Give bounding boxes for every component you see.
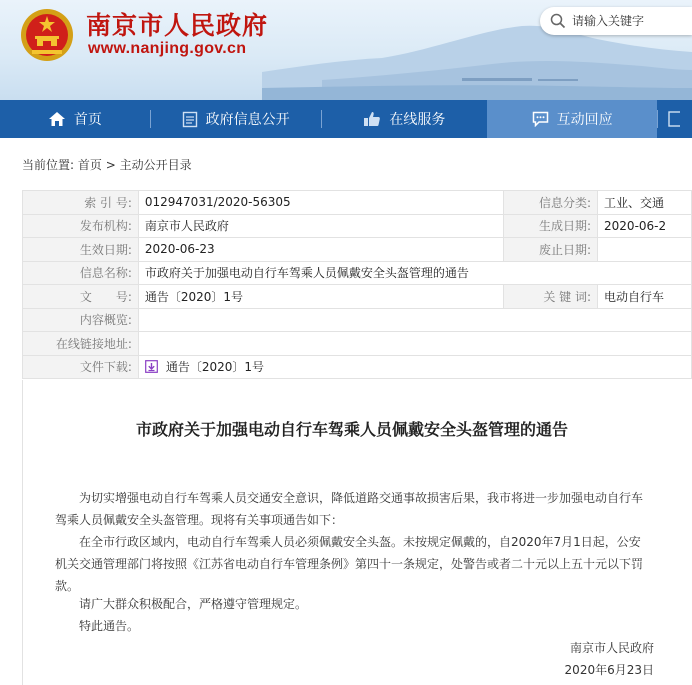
category-label: 信息分类: [504,191,598,215]
nav-label: 首页 [73,112,102,128]
article-paragraph: 请广大群众积极配合，严格遵守管理规定。 [79,597,308,611]
doc-number-label: 文 号: [23,285,139,309]
search-box[interactable] [540,7,692,35]
info-name-value: 市政府关于加强电动自行车驾乘人员佩戴安全头盔管理的通告 [138,261,691,285]
doc-number-value: 通告〔2020〕1号 [138,285,503,309]
article-paragraph: 为切实增强电动自行车驾乘人员交通安全意识，降低道路交通事故损害后果，我市将进一步加强电动自行车驾乘人员佩戴安全头盔管理。现将有关事项通告如下： [55,491,644,527]
nav-item-online-service[interactable] [322,100,488,138]
table-row [23,261,692,285]
table-row [23,285,692,309]
home-icon [48,111,66,127]
nav-label: 在线服务 [389,112,446,128]
effective-date-value: 2020-06-23 [138,238,503,262]
signer: 南京市人民政府 [569,641,654,655]
article-title: 市政府关于加强电动自行车驾乘人员佩戴安全头盔管理的通告 [135,420,568,439]
site-title: 南京市人民政府 [86,11,269,40]
category-value: 工业、交通 [598,191,692,215]
publisher-value: 南京市人民政府 [138,214,503,238]
repeal-date-value [598,238,692,262]
document-info-table [22,190,692,379]
site-url: www.nanjing.gov.cn [88,40,247,57]
created-date-value: 2020-06-2 [598,214,692,238]
search-icon[interactable] [550,13,566,29]
download-cell [138,355,691,379]
document-icon [182,111,198,128]
nav-label: 互动回应 [556,112,613,128]
breadcrumb [22,156,192,173]
breadcrumb-home-link[interactable]: 首页 [77,158,102,172]
publisher-label: 发布机构: [23,214,139,238]
breadcrumb-current-link[interactable]: 主动公开目录 [119,158,192,172]
index-label: 索 引 号: [23,191,139,215]
download-link[interactable]: 通告〔2020〕1号 [165,360,265,375]
nav-item-home[interactable] [0,100,150,138]
main-nav [0,100,692,138]
index-value: 012947031/2020-56305 [138,191,503,215]
effective-date-label: 生效日期: [23,238,139,262]
article-paragraph: 特此通告。 [79,619,140,633]
keyword-label: 关 键 词: [504,285,598,309]
table-row [23,355,692,379]
thumbs-up-icon [363,111,381,127]
nav-item-gov-info[interactable] [151,100,321,138]
table-row [23,238,692,262]
nav-item-more[interactable] [658,100,692,138]
summary-label: 内容概览: [23,308,139,332]
article-body [22,380,680,685]
article-paragraph: 在全市行政区域内，电动自行车驾乘人员必须佩戴安全头盔。未按规定佩戴的，自2020年7月1日起，公安机关交通管理部门将按照《江苏省电动自行车管理条例》第四十一条规定，处警告或者二十元以上五十元以下罚款。 [55,535,644,593]
search-input[interactable] [572,14,682,28]
chat-icon [532,111,549,127]
repeal-date-label: 废止日期: [504,238,598,262]
site-header [0,0,692,100]
download-icon[interactable] [145,360,158,373]
online-link-value [138,332,691,356]
document-icon [668,111,680,127]
national-emblem-icon [20,8,74,62]
download-label: 文件下载: [23,355,139,379]
online-link-label: 在线链接地址: [23,332,139,356]
keyword-value: 电动自行车 [598,285,692,309]
table-row [23,332,692,356]
nav-item-interaction[interactable] [487,100,657,138]
breadcrumb-prefix: 当前位置: [22,158,75,172]
table-row [23,308,692,332]
info-name-label: 信息名称: [23,261,139,285]
table-row [23,214,692,238]
nav-label: 政府信息公开 [205,112,290,128]
breadcrumb-separator: > [105,158,116,172]
table-row [23,191,692,215]
summary-value [138,308,691,332]
sign-date: 2020年6月23日 [564,663,654,677]
created-date-label: 生成日期: [504,214,598,238]
